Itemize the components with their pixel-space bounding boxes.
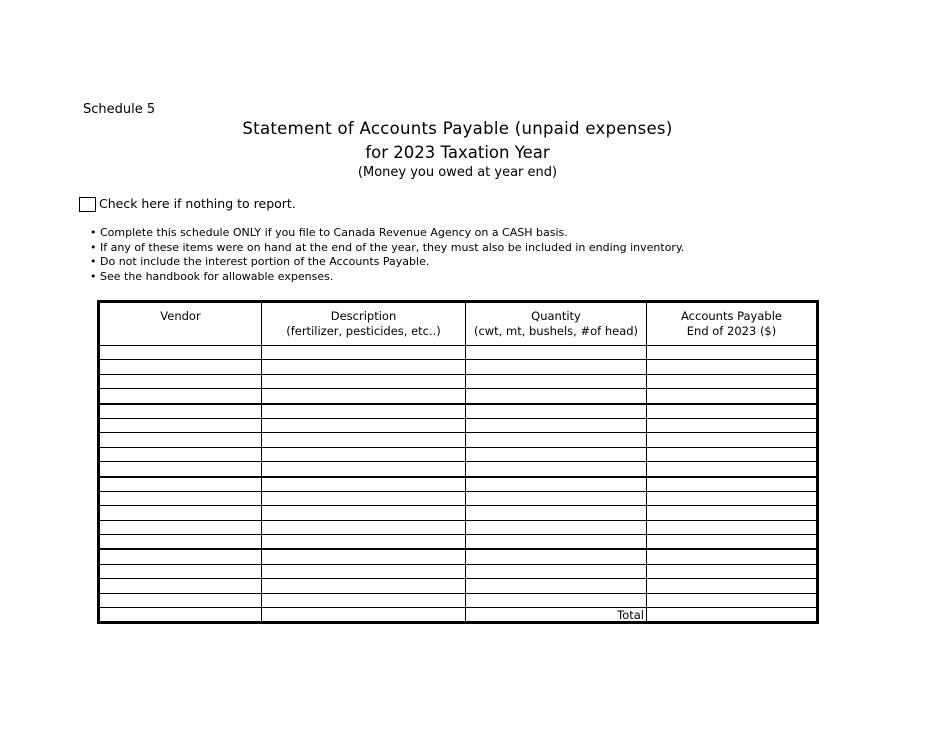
- amount-cell[interactable]: [647, 520, 818, 534]
- description-cell[interactable]: [262, 579, 466, 593]
- description-cell[interactable]: [262, 374, 466, 388]
- quantity-cell[interactable]: [466, 593, 647, 607]
- table-row: [99, 389, 818, 404]
- header-label: Description: [330, 309, 397, 323]
- description-cell[interactable]: [262, 491, 466, 505]
- table-row: [99, 549, 818, 564]
- description-cell[interactable]: [262, 593, 466, 607]
- header-label: Quantity: [531, 309, 581, 323]
- header-label: Vendor: [160, 309, 201, 323]
- table-row: [99, 535, 818, 550]
- quantity-cell[interactable]: [466, 404, 647, 419]
- amount-cell[interactable]: [647, 433, 818, 447]
- vendor-cell[interactable]: [99, 491, 262, 505]
- amount-cell[interactable]: [647, 491, 818, 505]
- instruction-item: • If any of these items were on hand at the end of the year, they must also be included in ending inventory.: [90, 241, 684, 256]
- description-cell[interactable]: [262, 608, 466, 623]
- vendor-cell[interactable]: [99, 549, 262, 564]
- amount-cell[interactable]: [647, 549, 818, 564]
- amount-cell[interactable]: [647, 593, 818, 607]
- vendor-cell[interactable]: [99, 418, 262, 432]
- vendor-cell[interactable]: [99, 520, 262, 534]
- page-title-year: for 2023 Taxation Year: [365, 143, 550, 162]
- description-cell[interactable]: [262, 506, 466, 520]
- vendor-cell[interactable]: [99, 404, 262, 419]
- vendor-cell[interactable]: [99, 593, 262, 607]
- table-row: [99, 418, 818, 432]
- vendor-cell[interactable]: [99, 564, 262, 578]
- amount-cell[interactable]: [647, 506, 818, 520]
- table-row: [99, 491, 818, 505]
- quantity-cell[interactable]: [466, 389, 647, 404]
- instructions-list: [90, 226, 684, 285]
- nothing-to-report-label: Check here if nothing to report.: [99, 196, 296, 211]
- quantity-cell[interactable]: [466, 346, 647, 360]
- description-cell[interactable]: [262, 433, 466, 447]
- header-sublabel: End of 2023 ($): [686, 324, 777, 338]
- table-row: [99, 374, 818, 388]
- table-row: [99, 520, 818, 534]
- header-vendor: [99, 302, 262, 346]
- table-header-row: [99, 302, 818, 346]
- quantity-cell[interactable]: [466, 374, 647, 388]
- vendor-cell[interactable]: [99, 346, 262, 360]
- header-label: Accounts Payable: [681, 309, 782, 323]
- quantity-cell[interactable]: [466, 579, 647, 593]
- vendor-cell[interactable]: [99, 447, 262, 461]
- vendor-cell[interactable]: [99, 535, 262, 550]
- total-amount-cell[interactable]: [647, 608, 818, 623]
- quantity-cell[interactable]: [466, 520, 647, 534]
- quantity-cell[interactable]: [466, 477, 647, 492]
- vendor-cell[interactable]: [99, 433, 262, 447]
- table-row: [99, 462, 818, 477]
- amount-cell[interactable]: [647, 346, 818, 360]
- quantity-cell[interactable]: [466, 564, 647, 578]
- description-cell[interactable]: [262, 462, 466, 477]
- amount-cell[interactable]: [647, 374, 818, 388]
- header-quantity: [466, 302, 647, 346]
- description-cell[interactable]: [262, 477, 466, 492]
- table-row: [99, 564, 818, 578]
- table-row: [99, 360, 818, 374]
- table-row: [99, 346, 818, 360]
- quantity-cell[interactable]: [466, 491, 647, 505]
- header-description: [262, 302, 466, 346]
- description-cell[interactable]: [262, 389, 466, 404]
- table-row: [99, 433, 818, 447]
- header-accounts-payable: [647, 302, 818, 346]
- amount-cell[interactable]: [647, 360, 818, 374]
- amount-cell[interactable]: [647, 579, 818, 593]
- vendor-cell[interactable]: [99, 462, 262, 477]
- table-row: [99, 447, 818, 461]
- vendor-cell[interactable]: [99, 477, 262, 492]
- description-cell[interactable]: [262, 447, 466, 461]
- instruction-item: • Do not include the interest portion of the Accounts Payable.: [90, 255, 684, 270]
- amount-cell[interactable]: [647, 404, 818, 419]
- description-cell[interactable]: [262, 549, 466, 564]
- description-cell[interactable]: [262, 404, 466, 419]
- vendor-cell[interactable]: [99, 608, 262, 623]
- instruction-item: • See the handbook for allowable expenses.: [90, 270, 684, 285]
- vendor-cell[interactable]: [99, 360, 262, 374]
- instruction-item: • Complete this schedule ONLY if you file to Canada Revenue Agency on a CASH basis.: [90, 226, 684, 241]
- amount-cell[interactable]: [647, 447, 818, 461]
- table-row: [99, 477, 818, 492]
- table-row: [99, 579, 818, 593]
- quantity-cell[interactable]: [466, 506, 647, 520]
- quantity-cell[interactable]: [466, 418, 647, 432]
- header-sublabel: (fertilizer, pesticides, etc..): [286, 324, 441, 338]
- quantity-cell[interactable]: [466, 360, 647, 374]
- table-row: [99, 506, 818, 520]
- description-cell[interactable]: [262, 418, 466, 432]
- vendor-cell[interactable]: [99, 389, 262, 404]
- description-cell[interactable]: [262, 564, 466, 578]
- amount-cell[interactable]: [647, 477, 818, 492]
- header-sublabel: (cwt, mt, bushels, #of head): [473, 324, 639, 338]
- page-subtitle: (Money you owed at year end): [357, 165, 558, 180]
- table-row: [99, 404, 818, 419]
- amount-cell[interactable]: [647, 564, 818, 578]
- quantity-cell[interactable]: [466, 447, 647, 461]
- vendor-cell[interactable]: [99, 374, 262, 388]
- total-row: [99, 608, 818, 623]
- description-cell[interactable]: [262, 360, 466, 374]
- description-cell[interactable]: [262, 520, 466, 534]
- amount-cell[interactable]: [647, 535, 818, 550]
- nothing-to-report-checkbox[interactable]: [79, 197, 96, 212]
- vendor-cell[interactable]: [99, 506, 262, 520]
- description-cell[interactable]: [262, 346, 466, 360]
- quantity-cell[interactable]: [466, 433, 647, 447]
- quantity-cell[interactable]: [466, 549, 647, 564]
- accounts-payable-table: [97, 300, 819, 624]
- quantity-cell[interactable]: [466, 535, 647, 550]
- page-title: Statement of Accounts Payable (unpaid expenses): [242, 119, 673, 138]
- amount-cell[interactable]: [647, 389, 818, 404]
- total-label: Total: [466, 608, 647, 623]
- schedule-number: Schedule 5: [83, 102, 156, 117]
- amount-cell[interactable]: [647, 418, 818, 432]
- quantity-cell[interactable]: [466, 462, 647, 477]
- amount-cell[interactable]: [647, 462, 818, 477]
- vendor-cell[interactable]: [99, 579, 262, 593]
- table-row: [99, 593, 818, 607]
- description-cell[interactable]: [262, 535, 466, 550]
